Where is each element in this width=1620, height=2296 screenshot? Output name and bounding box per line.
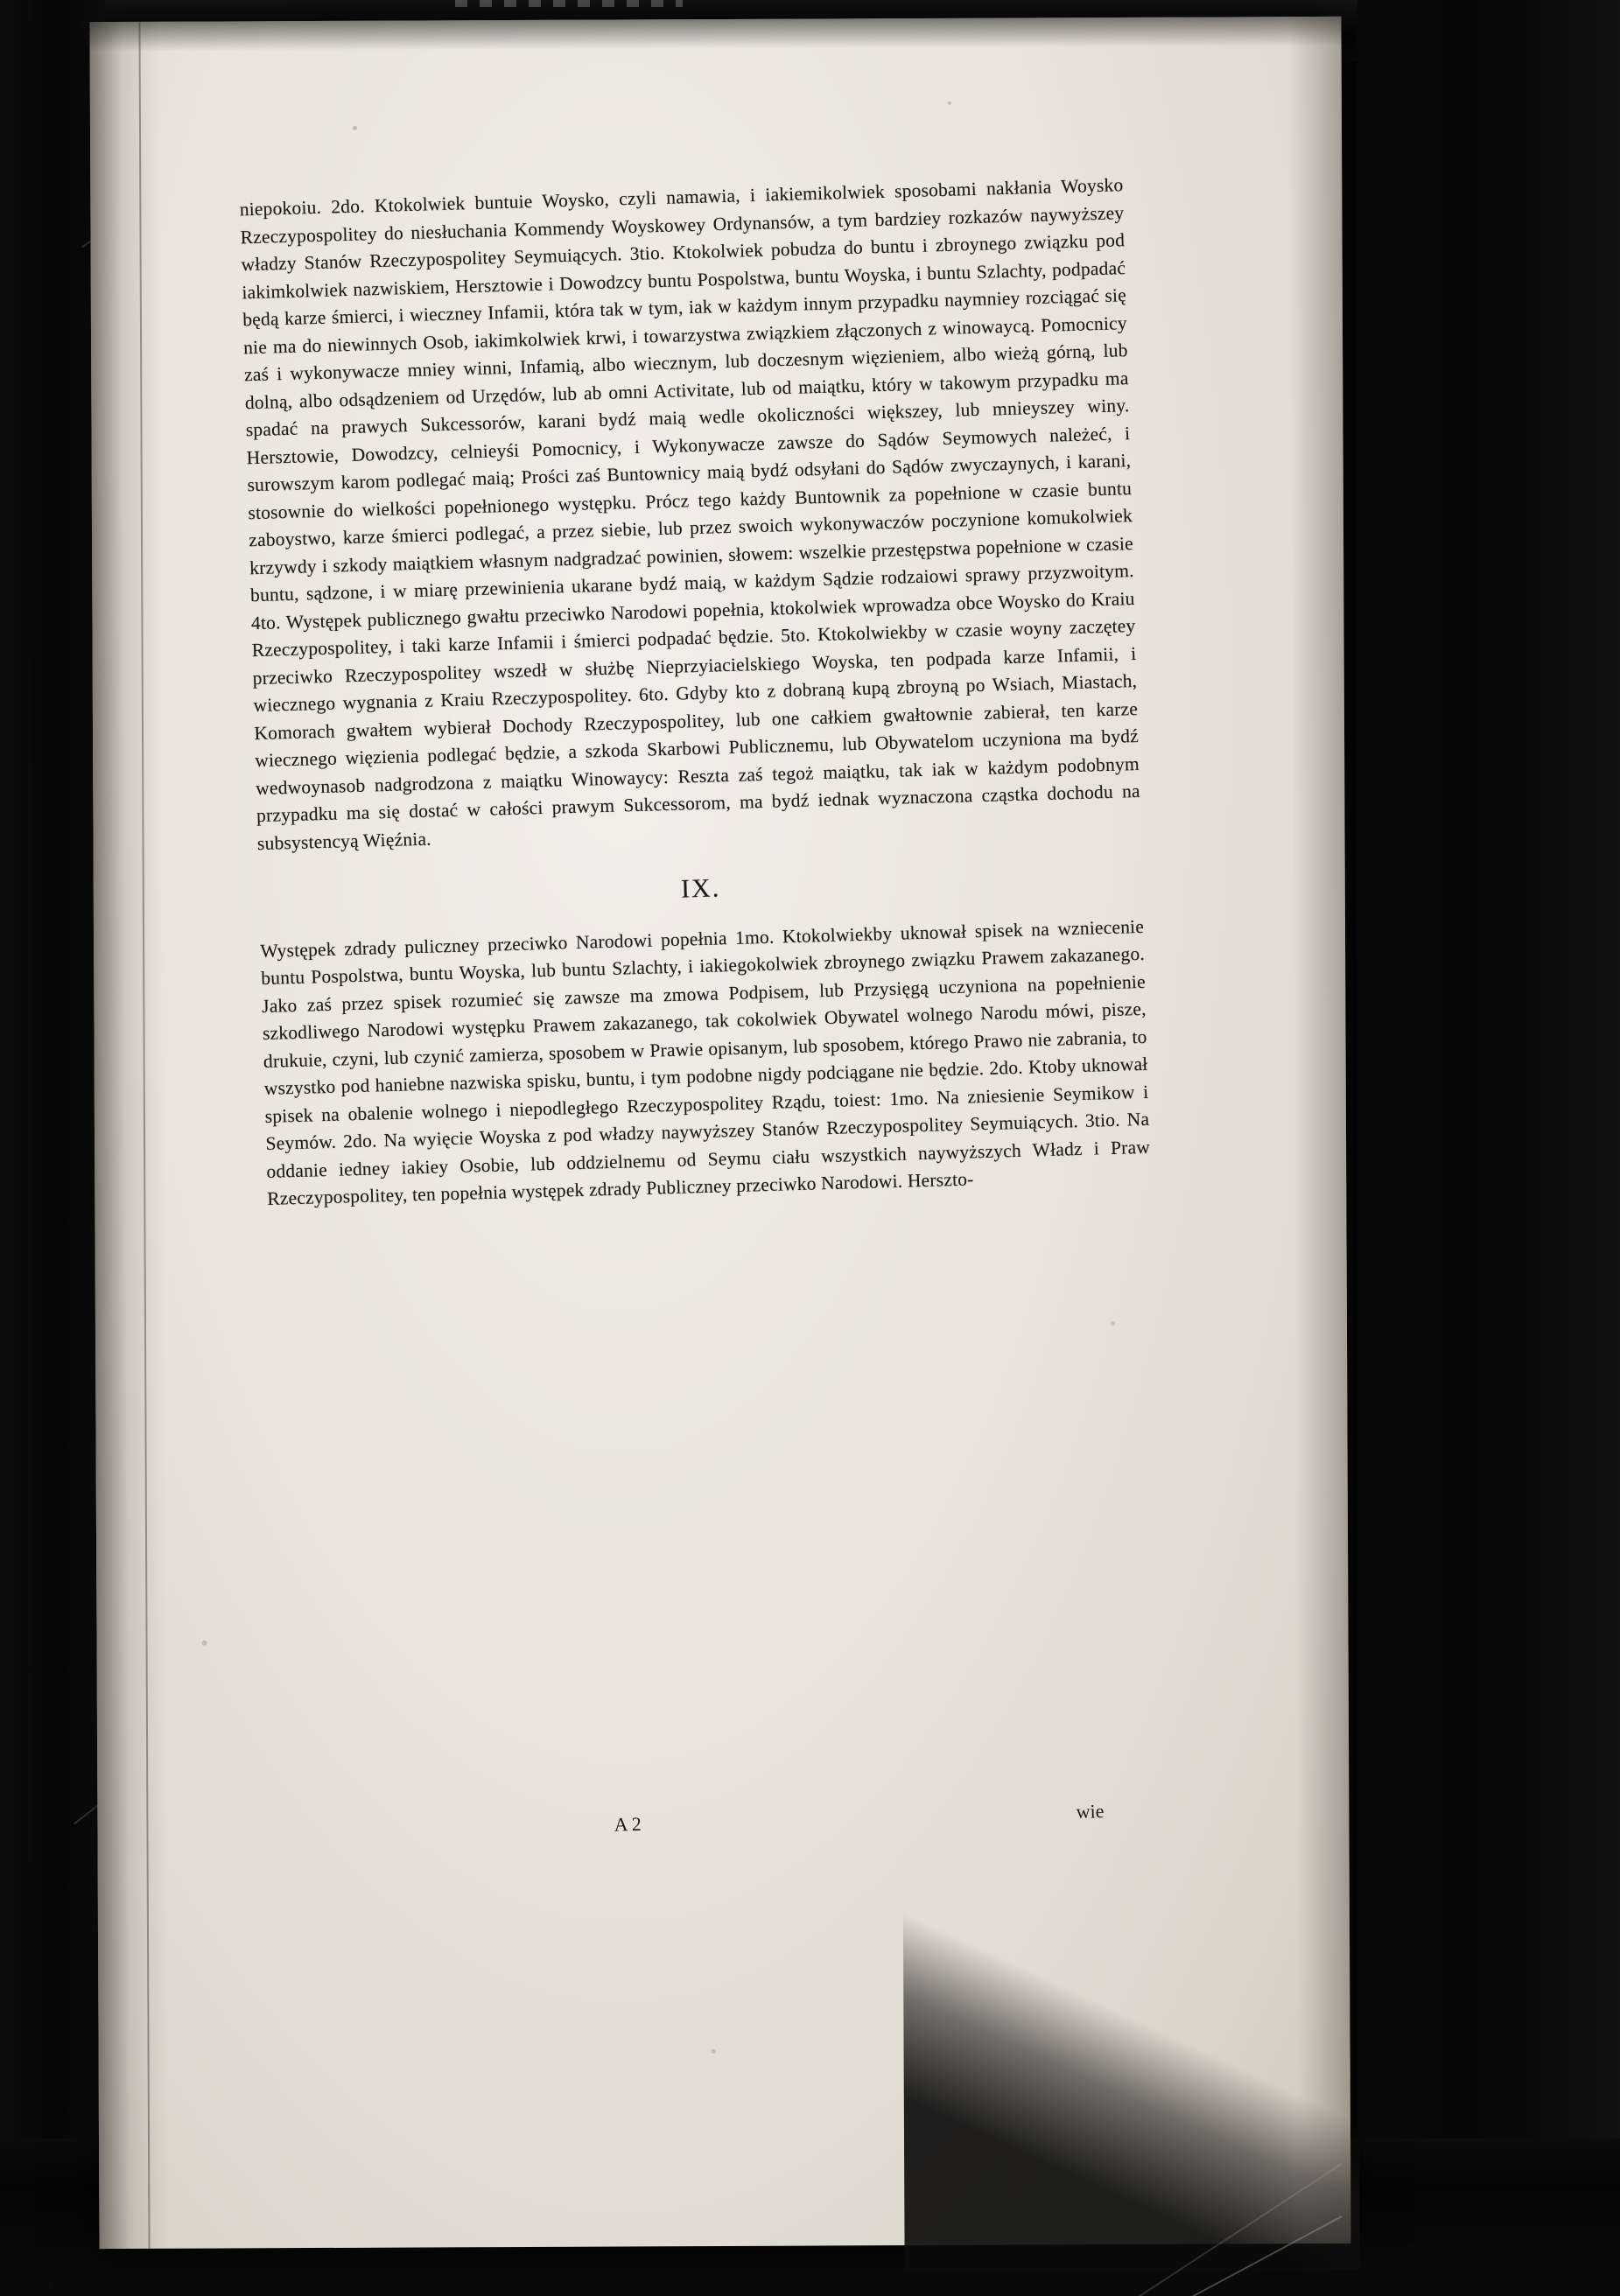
- paragraph-section-ix: Występek zdrady puliczney przeciwko Narodowi popełnia 1mo. Ktokolwiekby uknował spisek na wzniecenie buntu Pospolstwa, buntu Woyska, lub buntu Szlachty, i iakiegokolwiek zbroynego związku Prawem zakazanego. Jako zaś przez spisek rozumieć się zawsze ma zmowa Podpisem, lub Przysięgą uczyniona na popełnienie szkodliwego Narodowi występku Prawem zakazanego, tak cokolwiek Obywatel wolnego Narodu mówi, pisze, drukuie, czyni, lub czynić zamierza, sposobem w Prawie opisanym, lub sposobem, którego Prawo nie zabrania, to wszystko pod haniebne nazwiska spisku, buntu, i tym podobne nigdy podciągane nie będzie. 2do. Ktoby uknował spisek na obalenie wolnego i niepodległego Rzeczypospolitey Rządu, toiest: 1mo. Na zniesienie Seymikow i Seymów. 2do. Na wyięcie Woyska z pod władzy naywyższey Stanów Rzeczypospolitey Seymuiących. 3tio. Na oddanie iedney iakiey Osobie, lub oddzielnemu od Seymu ciału wszystkich naywyższych Władz i Praw Rzeczypospolitey, ten popełnia występek zdrady Publiczney przeciwko Narodowi. Herszto-: [260, 915, 1151, 1209]
- section-heading-ix: IX.: [680, 873, 721, 904]
- signature-mark: A 2: [614, 1812, 642, 1836]
- page-speck: [948, 102, 951, 105]
- paragraph-section-viii-continued: niepokoiu. 2do. Ktokolwiek buntuie Woysko, czyli namawia, i iakiemikolwiek sposobami nakłania Woysko Rzeczypospolitey do niesłuchania Kommendy Woyskowey Ordynansów, a tym bardziey rozkazów naywyższey władzy Stanów Rzeczypospolitey Seymuiących. 3tio. Ktokolwiek pobudza do buntu i zbroynego związku pod iakimkolwiek nazwiskiem, Hersztowie i Dowodzcy buntu Pospolstwa, buntu Woyska, i buntu Szlachty, podpadać będą karze śmierci, i wieczney Infamii, która tak w tym, iak w każdym innym przypadku naymniey rozciągać się nie ma do niewinnych Osob, iakimkolwiek krwi, i towarzystwa związkiem złączonych z winowaycą. Pomocnicy zaś i wykonywacze mniey winni, Infamią, albo wiecznym, lub doczesnym więzieniem, albo wieżą górną, lub dolną, albo odsądzeniem od Urzędów, lub ab omni Activitate, lub od maiątku, który w takowym przypadku ma spadać na prawych Sukcessorów, karani bydź maią wedle okoliczności większey, lub mnieyszey winy. Hersztowie, Dowodzcy, celnieyśi Pomocnicy, i Wykonywacze zawsze do Sądów Seymowych należeć, i surowszym karom podlegać maią; Prości zaś Buntownicy maią bydź odsyłani do Sądów zwyczaynych, i karani, stosownie do wielkości popełnionego występku. Prócz tego każdy Buntownik za popełnione w czasie buntu zaboystwo, karze śmierci podlegać, a przez siebie, lub przez swoich wykonywaczów poczynione komukolwiek krzywdy i szkody maiątkiem własnym nadgradzać powinien, słowem: wszelkie przestępstwa popełnione w czasie buntu, sądzone, i w miarę przewinienia ukarane bydź maią, w każdym Sądzie rodzaiowi sprawy przyzwoitym. 4to. Występek publicznego gwałtu przeciwko Narodowi popełnia, ktokolwiek wprowadza obce Woysko do Kraiu Rzeczypospolitey, i taki karze Infamii i śmierci podpadać będzie. 5to. Ktokolwiekby w czasie woyny zaczętey przeciwko Rzeczypospolitey wszedł w służbę Nieprzyiacielskiego Woyska, ten podpada karze Infamii, i wiecznego wygnania z Kraiu Rzeczypospolitey. 6to. Gdyby kto z dobraną kupą zbroyną po Wsiach, Miastach, Komorach gwałtem wybierał Dochody Rzeczypospolitey, lub one całkiem gwałtownie zabierał, ten karze wiecznego więzienia podlegać będzie, a szkoda Skarbowi Publicznemu, lub Obywatelom uczyniona ma bydź wedwoynasob nadgrodzona z maiątku Winowaycy: Reszta zaś tegoż maiątku, tak iak w każdym podobnym przypadku ma się dostać w całości prawym Sukcessorom, ma bydź iednak wyznaczona cząstka dochodu na subsystencyą Więźnia.: [239, 174, 1141, 854]
- page-top-edge-shadow: [89, 17, 1341, 52]
- scanner-bed-left: [0, 0, 105, 2296]
- page-corner-curl: [903, 1902, 1360, 2272]
- page-speck: [353, 126, 357, 130]
- catchword: wie: [1076, 1800, 1105, 1823]
- scan-edge-dashes: [455, 0, 683, 7]
- scanner-bed-right: [1357, 0, 1620, 2296]
- page-speck: [1111, 1321, 1115, 1326]
- page-speck: [202, 1641, 207, 1646]
- page-speck: [712, 2049, 716, 2054]
- document-page: [89, 17, 1350, 2249]
- page-footer-line: [246, 1799, 1130, 1846]
- book-gutter-shadow: [89, 22, 169, 2249]
- page-right-edge-shadow: [1288, 17, 1350, 2244]
- page-text-body: [239, 172, 1151, 1213]
